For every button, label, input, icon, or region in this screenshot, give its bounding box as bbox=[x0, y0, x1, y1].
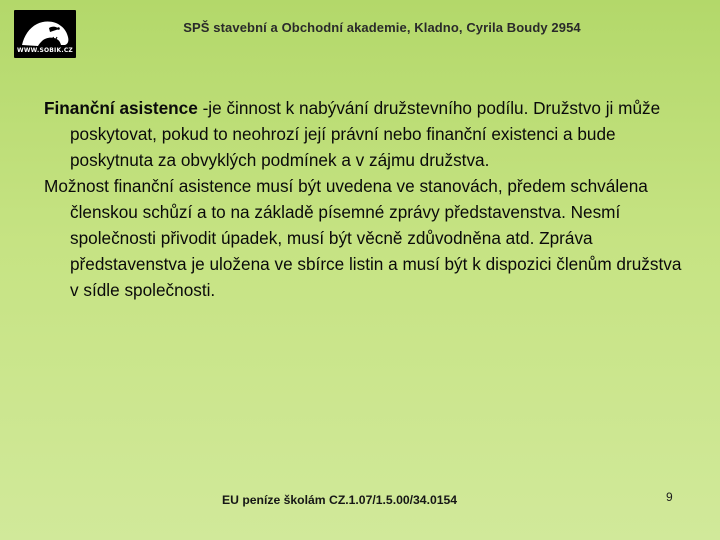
slide-header bbox=[0, 0, 720, 62]
logo-text: WWW.SOBIK.CZ bbox=[17, 47, 73, 54]
footer-project-text: EU peníze školám CZ.1.07/1.5.00/34.0154 bbox=[222, 493, 458, 507]
slide-content bbox=[44, 95, 694, 303]
definition-text: -je činnost k nabývání družstevního podílu. Družstvo ji může poskytovat, pokud to neohrozí její právní nebo finanční existenci a bude poskytnuta za obvyklých podmínek a v zájmu družstva. bbox=[70, 98, 661, 170]
school-name: SPŠ stavební a Obchodní akademie, Kladno, Cyrila Boudy 2954 bbox=[183, 20, 581, 35]
page-number: 9 bbox=[666, 490, 673, 504]
paragraph-assistance-conditions: Možnost finanční asistence musí být uvedena ve stanovách, předem schválena členskou schůzí a to na základě písemné zprávy představenstva. Nesmí společnosti přivodit úpadek, musí být věcně zdůvodněna atd. Zpráva představenstva je uložena ve sbírce listin a musí být k dispozici členům družstva v sídle společnosti. bbox=[44, 176, 682, 300]
school-logo bbox=[14, 10, 76, 58]
term-financial-assistance: Finanční asistence bbox=[44, 98, 198, 118]
paragraph-financial-assistance bbox=[44, 95, 694, 173]
